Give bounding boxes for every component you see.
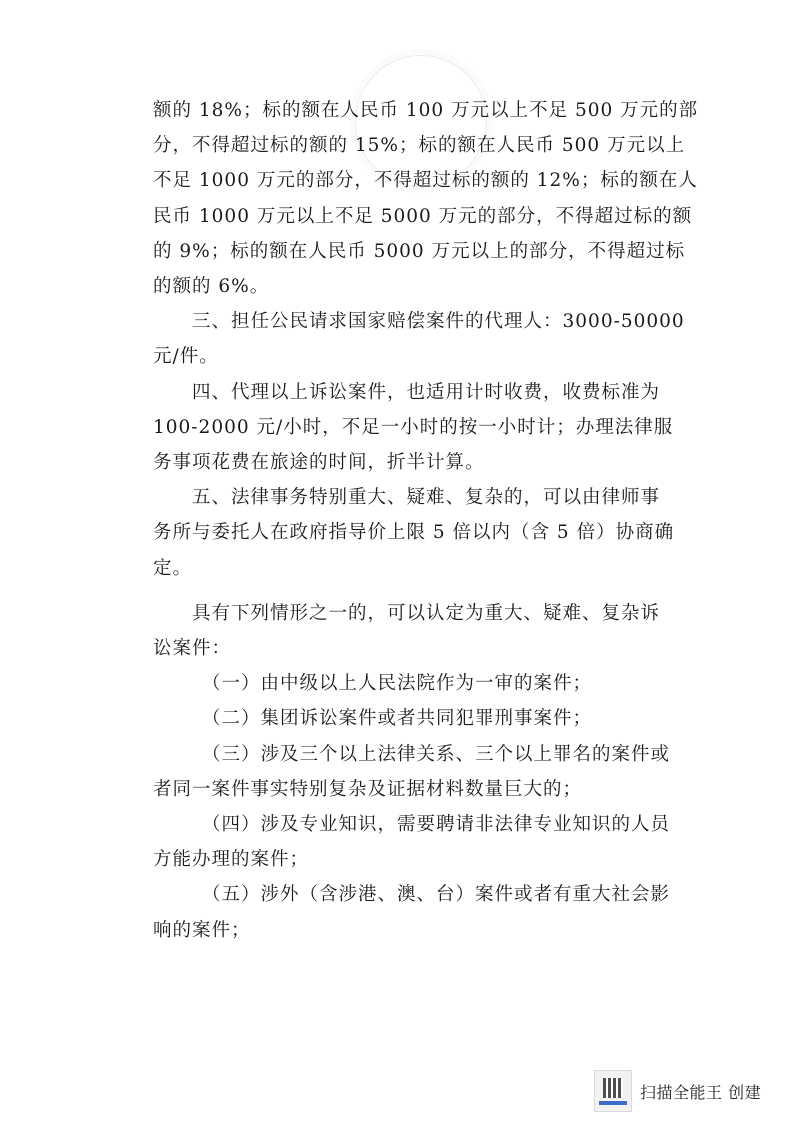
paragraph-5-line: 务所与委托人在政府指导价上限 5 倍以内（含 5 倍）协商确	[153, 522, 675, 544]
criteria-item-1: （一）由中级以上人民法院作为一审的案件；	[202, 673, 593, 695]
paragraph-5-line: 五、法律事务特别重大、疑难、复杂的，可以由律师事	[192, 487, 661, 509]
paragraph-4-line: 务事项花费在旅途的时间，折半计算。	[153, 452, 485, 474]
paragraph-5-line: 定。	[153, 557, 193, 579]
criteria-item-2: （二）集团诉讼案件或者共同犯罪刑事案件；	[202, 708, 593, 730]
paragraph-4-line: 四、代理以上诉讼案件，也适用计时收费，收费标准为	[192, 381, 661, 403]
text-line: 的 9%；标的额在人民币 5000 万元以上的部分，不得超过标	[153, 240, 686, 262]
criteria-item-5-cont: 响的案件；	[153, 919, 251, 941]
criteria-intro-line: 讼案件：	[153, 638, 232, 660]
camscanner-logo-icon	[594, 1070, 632, 1112]
criteria-item-3: （三）涉及三个以上法律关系、三个以上罪名的案件或	[202, 743, 671, 765]
text-line: 民币 1000 万元以上不足 5000 万元的部分，不得超过标的额	[153, 205, 693, 227]
text-line: 分，不得超过标的额的 15%；标的额在人民币 500 万元以上	[153, 135, 686, 157]
criteria-item-4: （四）涉及专业知识，需要聘请非法律专业知识的人员	[202, 814, 671, 836]
text-line: 的额的 6%。	[153, 276, 270, 298]
document-body	[153, 93, 699, 948]
text-line: 不足 1000 万元的部分，不得超过标的额的 12%；标的额在人	[153, 170, 698, 192]
criteria-item-3-cont: 者同一案件事实特别复杂及证据材料数量巨大的；	[153, 778, 583, 800]
scanner-watermark	[594, 1071, 761, 1111]
criteria-item-4-cont: 方能办理的案件；	[153, 849, 310, 871]
paragraph-3-line: 元/件。	[153, 346, 219, 368]
criteria-intro-line: 具有下列情形之一的，可以认定为重大、疑难、复杂诉	[192, 602, 661, 624]
text-line: 额的 18%；标的额在人民币 100 万元以上不足 500 万元的部	[153, 100, 699, 121]
criteria-item-5: （五）涉外（含涉港、澳、台）案件或者有重大社会影	[202, 884, 671, 906]
paragraph-4-line: 100-2000 元/小时，不足一小时的按一小时计；办理法律服	[153, 416, 674, 438]
paragraph-3-line: 三、担任公民请求国家赔偿案件的代理人：3000-50000	[192, 311, 685, 333]
watermark-text: 扫描全能王 创建	[640, 1082, 762, 1102]
